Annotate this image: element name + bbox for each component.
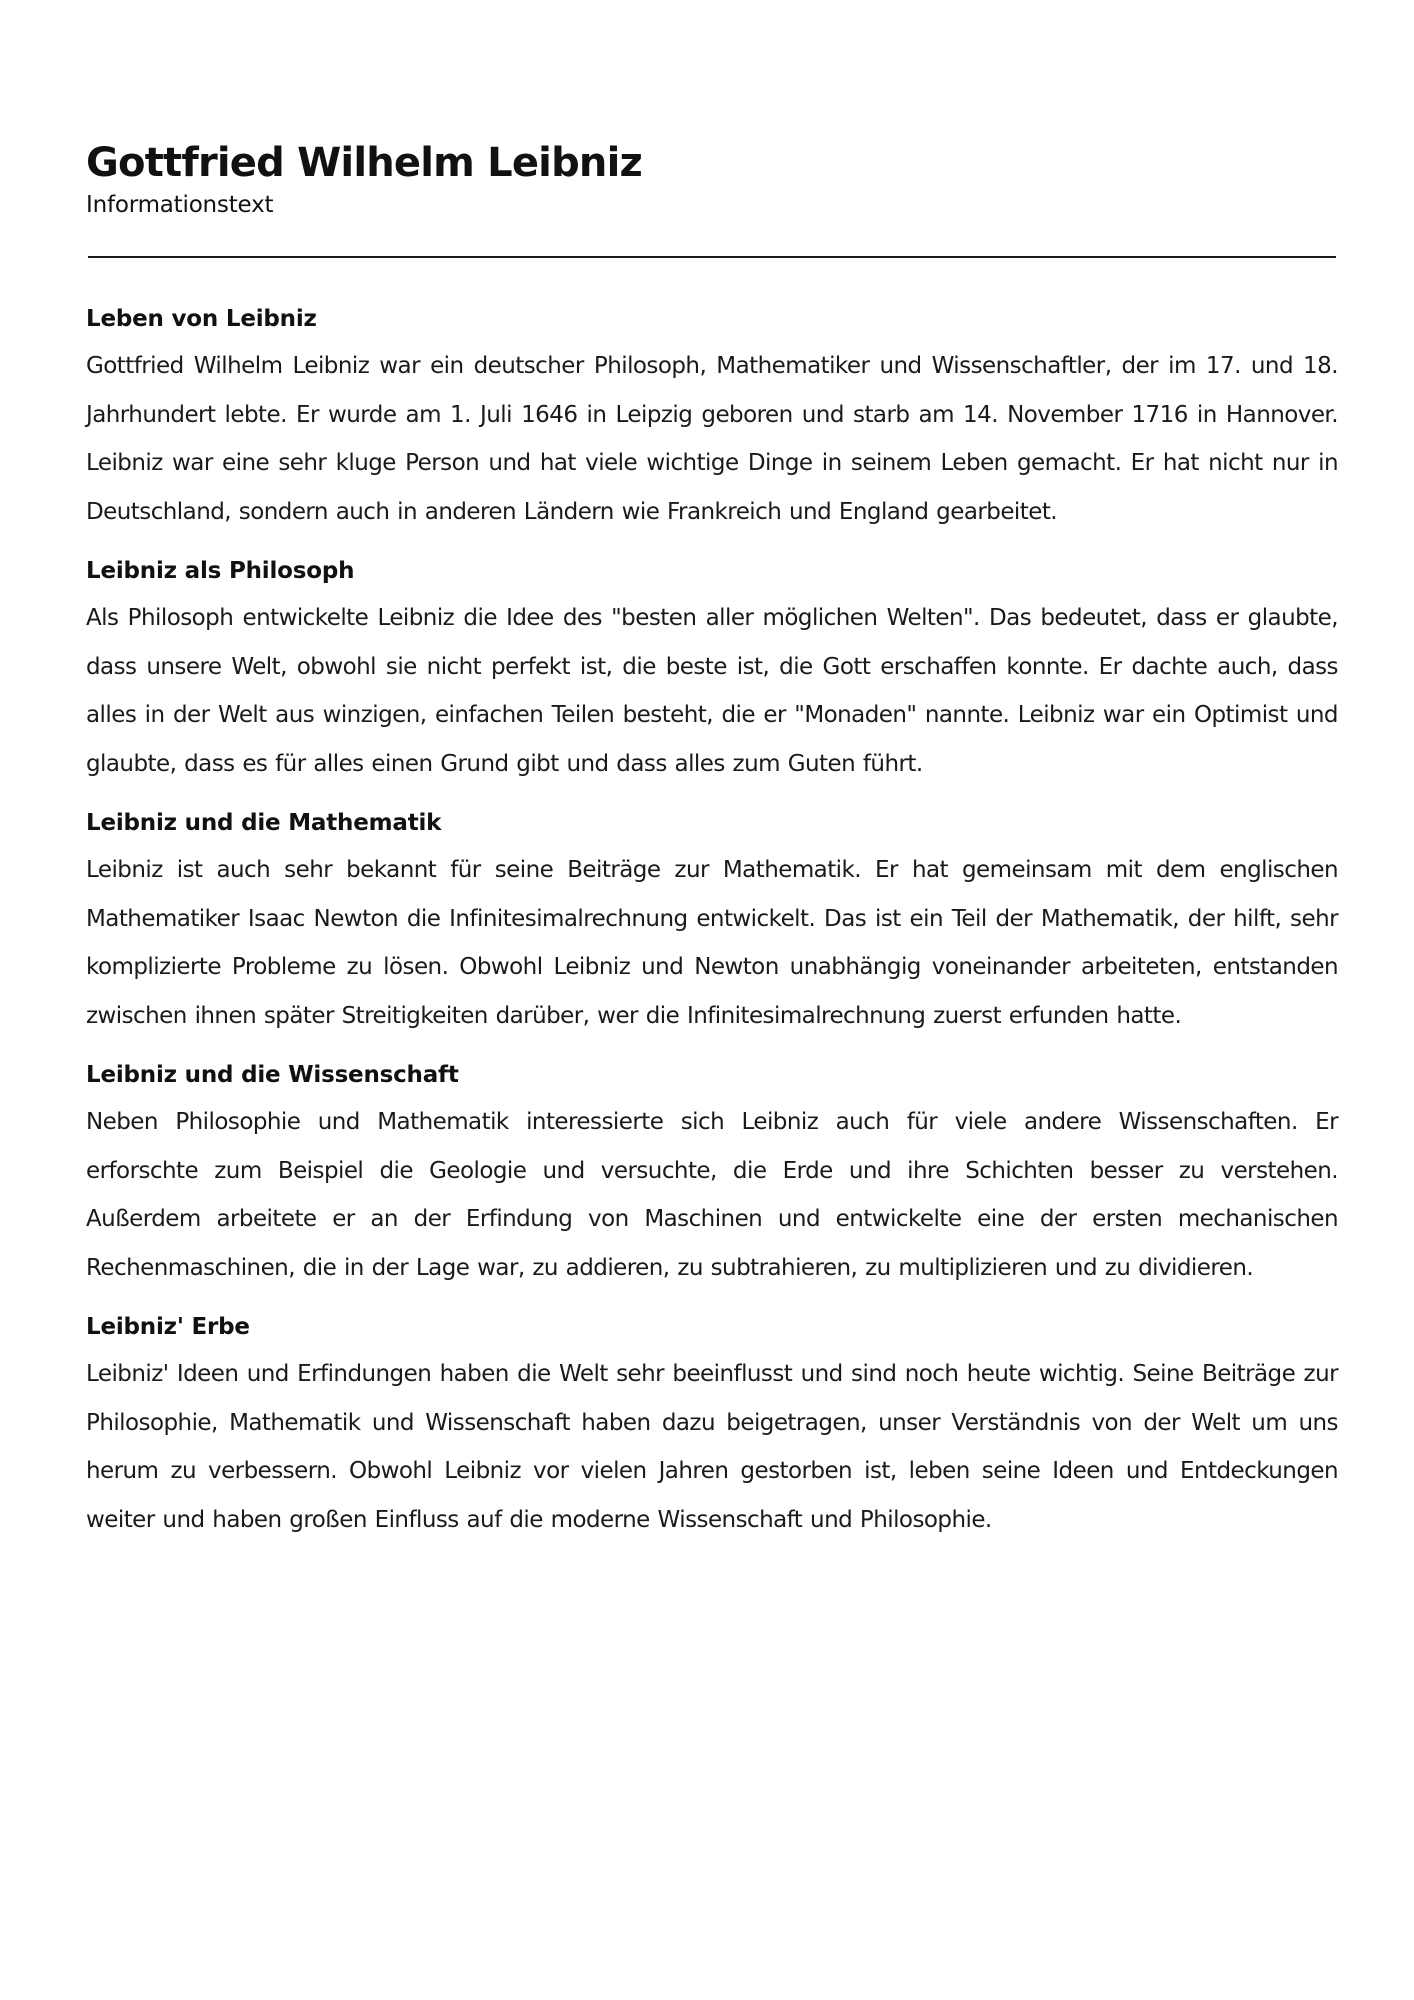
section-erbe [86, 1310, 1338, 1544]
section-heading: Leben von Leibniz [86, 306, 317, 332]
section-heading: Leibniz und die Mathematik [86, 810, 442, 836]
section-heading: Leibniz als Philosoph [86, 558, 355, 584]
section-paragraph: Leibniz ist auch sehr bekannt für seine Beiträge zur Mathematik. Er hat gemeinsam mit dem englischen Mathematiker Isaac Newton die Infinitesimalrechnung entwickelt. Das ist ein Teil der Mathematik, der hilft, sehr komplizierte Probleme zu lösen. Obwohl Leibniz und Newton unabhängig voneinander arbeiteten, entstanden zwischen ihnen später Streitigkeiten darüber, wer die Infinitesimalrechnung zuerst erfunden hatte. [86, 857, 1338, 1029]
title-divider [88, 256, 1336, 258]
section-mathematik [86, 806, 1338, 1040]
section-paragraph: Gottfried Wilhelm Leibniz war ein deutscher Philosoph, Mathematiker und Wissenschaftler, der im 17. und 18. Jahrhundert lebte. Er wurde am 1. Juli 1646 in Leipzig geboren und starb am 14. November 1716 in Hannover. Leibniz war eine sehr kluge Person und hat viele wichtige Dinge in seinem Leben gemacht. Er hat nicht nur in Deutschland, sondern auch in anderen Ländern wie Frankreich und England gearbeitet. [86, 353, 1338, 525]
section-wissenschaft [86, 1058, 1338, 1292]
section-heading: Leibniz' Erbe [86, 1314, 250, 1340]
section-heading: Leibniz und die Wissenschaft [86, 1062, 459, 1088]
document-title: Gottfried Wilhelm Leibniz [86, 140, 642, 186]
section-leben [86, 302, 1338, 536]
document-content [86, 302, 1338, 1544]
section-philosoph [86, 554, 1338, 788]
section-paragraph: Leibniz' Ideen und Erfindungen haben die Welt sehr beeinflusst und sind noch heute wichtig. Seine Beiträge zur Philosophie, Mathematik und Wissenschaft haben dazu beigetragen, unser Verständnis von der Welt um uns herum zu verbessern. Obwohl Leibniz vor vielen Jahren gestorben ist, leben seine Ideen und Entdeckungen weiter und haben großen Einfluss auf die moderne Wissenschaft und Philosophie. [86, 1361, 1338, 1533]
section-paragraph: Als Philosoph entwickelte Leibniz die Idee des "besten aller möglichen Welten". Das bedeutet, dass er glaubte, dass unsere Welt, obwohl sie nicht perfekt ist, die beste ist, die Gott erschaffen konnte. Er dachte auch, dass alles in der Welt aus winzigen, einfachen Teilen besteht, die er "Monaden" nannte. Leibniz war ein Optimist und glaubte, dass es für alles einen Grund gibt und dass alles zum Guten führt. [86, 605, 1338, 777]
section-paragraph: Neben Philosophie und Mathematik interessierte sich Leibniz auch für viele andere Wissenschaften. Er erforschte zum Beispiel die Geologie und versuchte, die Erde und ihre Schichten besser zu verstehen. Außerdem arbeitete er an der Erfindung von Maschinen und entwickelte eine der ersten mechanischen Rechenmaschinen, die in der Lage war, zu addieren, zu subtrahieren, zu multiplizieren und zu dividieren. [86, 1109, 1338, 1281]
document-subtitle: Informationstext [86, 192, 274, 218]
